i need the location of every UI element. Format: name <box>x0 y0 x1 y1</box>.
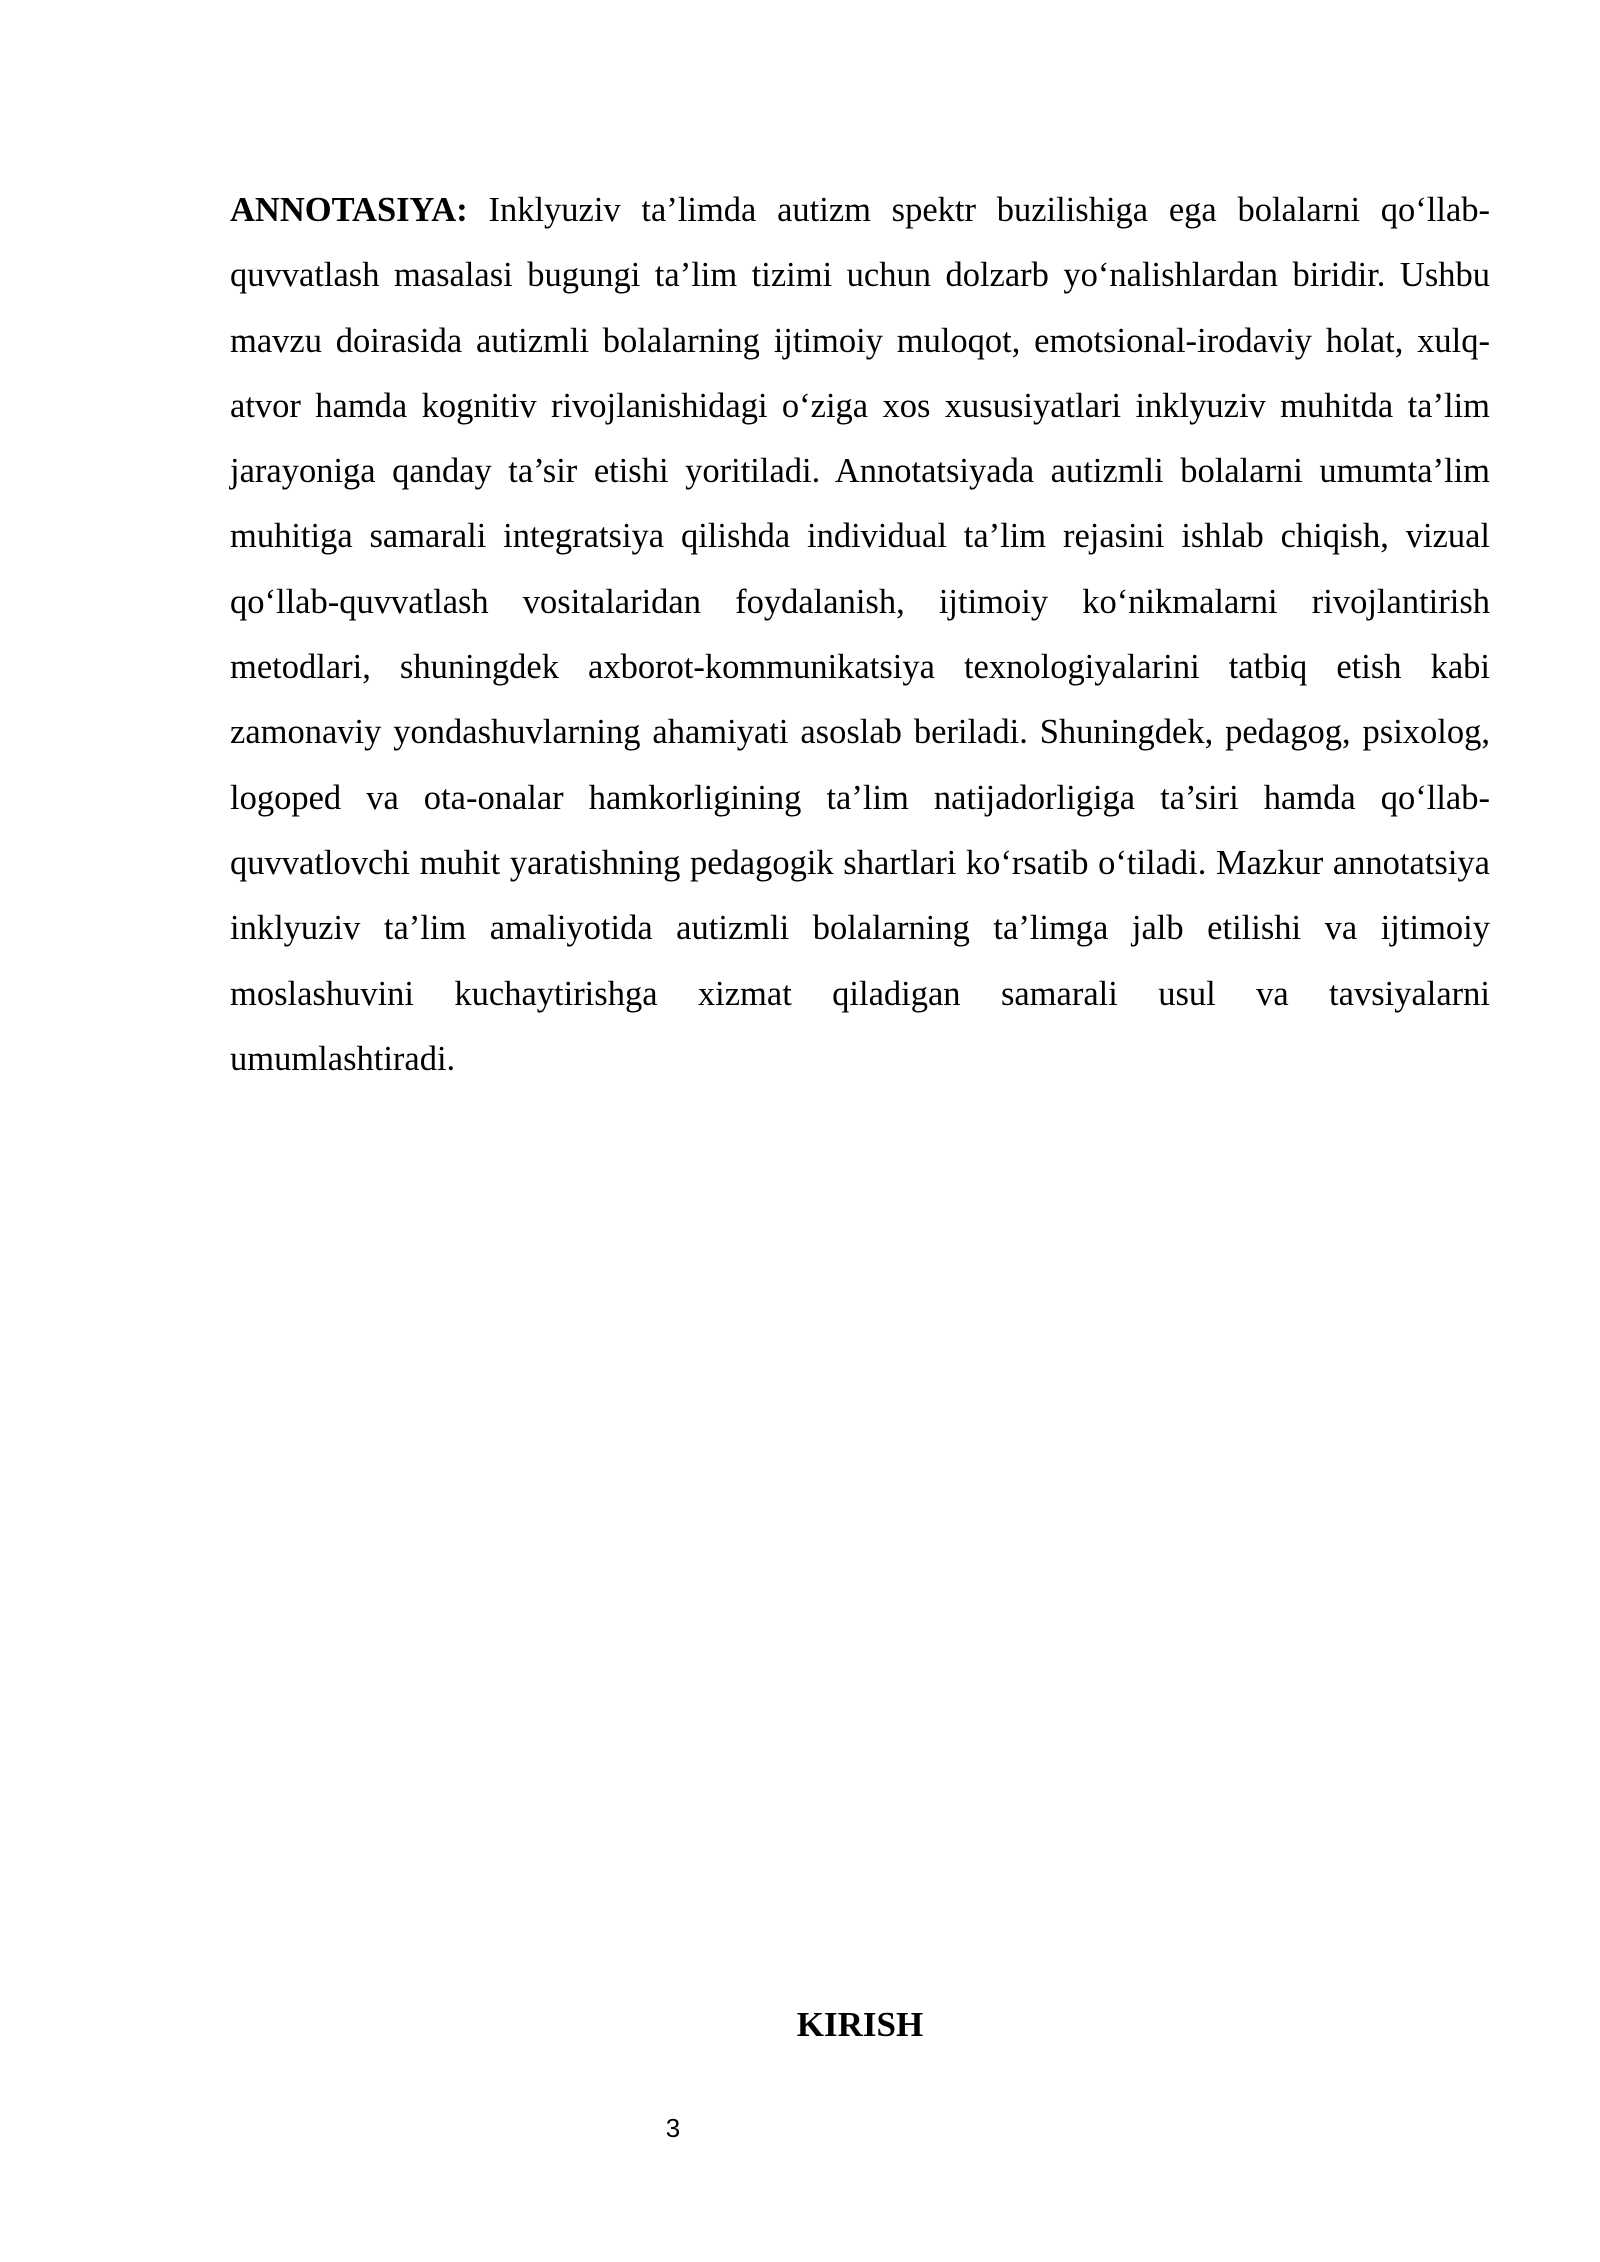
section-heading: KIRISH <box>796 2005 924 2044</box>
page-number: 3 <box>665 2113 681 2143</box>
abstract-label: ANNOTASIYA: <box>230 191 468 229</box>
abstract-paragraph <box>230 178 1490 1092</box>
abstract-text: Inklyuziv ta’limda autizm spektr buzilishiga ega bolalarni qo‘llab-quvvatlash masalasi bugungi ta’lim tizimi uchun dolzarb yo‘nalishlardan biridir. Ushbu mavzu doirasida autizmli bolalarning ijtimoiy muloqot, emotsional-irodaviy holat, xulq-atvor hamda kognitiv rivojlanishidagi o‘ziga xos xususiyatlari inklyuziv muhitda ta’lim jarayoniga qanday ta’sir etishi yoritiladi. Annotatsiyada autizmli bolalarni umumta’lim muhitiga samarali integratsiya qilishda individual ta’lim rejasini ishlab chiqish, vizual qo‘llab-quvvatlash vositalaridan foydalanish, ijtimoiy ko‘nikmalarni rivojlantirish metodlari, shuningdek axborot-kommunikatsiya texnologiyalarini tatbiq etish kabi zamonaviy yondashuvlarning ahamiyati asoslab beriladi. Shuningdek, pedagog, psixolog, logoped va ota-onalar hamkorligining ta’lim natijadorligiga ta’siri hamda qo‘llab-quvvatlovchi muhit yaratishning pedagogik shartlari ko‘rsatib o‘tiladi. Mazkur annotatsiya inklyuziv ta’lim amaliyotida autizmli bolalarning ta’limga jalb etilishi va ijtimoiy moslashuvini kuchaytirishga xizmat qiladigan samarali usul va tavsiyalarni umumlashtiradi. <box>230 191 1490 1078</box>
